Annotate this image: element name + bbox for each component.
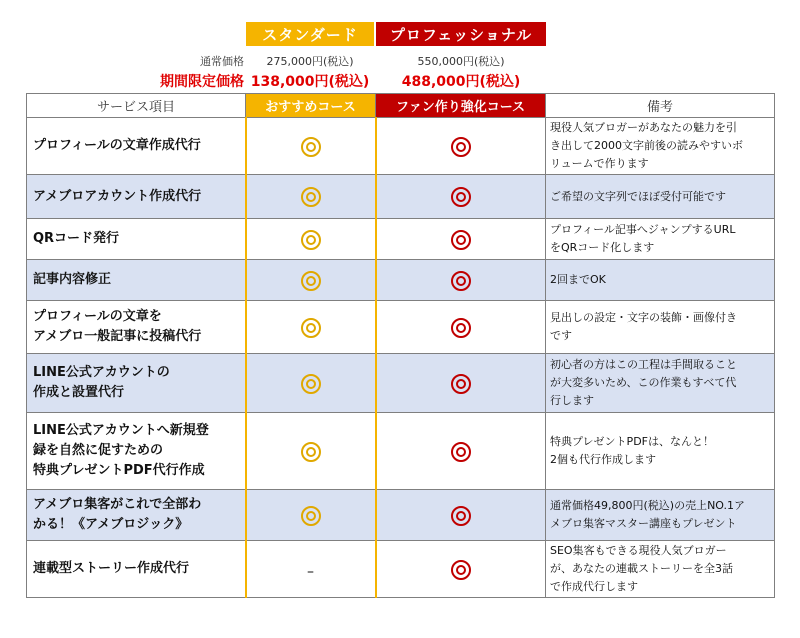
service-item-text: 記事内容修正 <box>33 272 112 287</box>
note-text: で作成代行します <box>550 580 638 593</box>
professional-mark-cell <box>376 260 546 301</box>
professional-mark-cell <box>376 490 546 541</box>
note-text: 2個も代行作成します <box>550 453 656 466</box>
double-circle-icon <box>301 442 321 462</box>
service-item-cell <box>27 301 246 354</box>
note-cell <box>546 490 775 541</box>
standard-mark-cell <box>246 541 376 598</box>
note-cell <box>546 541 775 598</box>
note-text: リュームで作ります <box>550 157 649 170</box>
table-row <box>27 118 775 175</box>
service-item-text: アメブロ一般記事に投稿代行 <box>33 329 202 344</box>
note-text: メブロ集客マスター講座もプレゼント <box>550 517 737 530</box>
note-text: 初心者の方はこの工程は手間取ること <box>550 358 737 371</box>
service-item-text: アメブロ集客がこれで全部わ <box>33 497 202 512</box>
note-cell <box>546 118 775 175</box>
table-row <box>27 260 775 301</box>
table-row <box>27 219 775 260</box>
service-item-text: プロフィールの文章作成代行 <box>33 138 201 153</box>
double-circle-icon <box>451 187 471 207</box>
note-text: 特典プレゼントPDFは、なんと！ <box>550 435 714 448</box>
note-text: です <box>550 329 572 342</box>
service-item-cell <box>27 413 246 490</box>
professional-mark-cell <box>376 354 546 413</box>
note-text: き出して2000文字前後の読みやすいボ <box>550 139 743 152</box>
professional-regular-price: 550,000円(税込) <box>417 55 505 68</box>
note-text: 通常価格49,800円(税込)の売上NO.1ア <box>550 499 746 512</box>
service-item-cell <box>27 354 246 413</box>
double-circle-icon <box>451 506 471 526</box>
standard-regular-price: 275,000円(税込) <box>266 55 354 68</box>
table-row <box>27 301 775 354</box>
standard-mark-cell <box>246 175 376 219</box>
professional-mark-cell <box>376 541 546 598</box>
service-item-text: QRコード発行 <box>33 231 120 246</box>
table-row <box>27 541 775 598</box>
professional-mark-cell <box>376 413 546 490</box>
double-circle-icon <box>301 271 321 291</box>
table-row <box>27 354 775 413</box>
double-circle-icon <box>301 230 321 250</box>
double-circle-icon <box>301 506 321 526</box>
double-circle-icon <box>451 560 471 580</box>
service-item-text: 録を自然に促すための <box>33 443 164 458</box>
not-included-dash: – <box>307 563 314 580</box>
note-text: 現役人気ブロガーがあなたの魅力を引 <box>550 121 737 134</box>
note-cell <box>546 413 775 490</box>
service-item-text: 作成と設置代行 <box>33 385 125 400</box>
service-item-cell <box>27 490 246 541</box>
service-item-cell <box>27 219 246 260</box>
professional-mark-cell <box>376 301 546 354</box>
note-text: SEO集客もできる現役人気ブロガー <box>550 544 727 557</box>
standard-mark-cell <box>246 490 376 541</box>
professional-mark-cell <box>376 219 546 260</box>
standard-mark-cell <box>246 219 376 260</box>
limited-price-label: 期間限定価格 <box>160 74 244 90</box>
note-cell <box>546 354 775 413</box>
standard-mark-cell <box>246 354 376 413</box>
note-text: をQRコード化します <box>550 241 655 254</box>
table-row <box>27 490 775 541</box>
note-text: 見出しの設定・文字の装飾・画像付き <box>550 311 737 324</box>
double-circle-icon <box>451 271 471 291</box>
service-item-text: LINE公式アカウントの <box>33 365 170 380</box>
header-note: 備考 <box>546 94 775 118</box>
double-circle-icon <box>451 374 471 394</box>
table-row <box>27 413 775 490</box>
table-row <box>27 175 775 219</box>
note-cell <box>546 219 775 260</box>
standard-mark-cell <box>246 413 376 490</box>
standard-mark-cell <box>246 301 376 354</box>
header-service-item: サービス項目 <box>27 94 246 118</box>
double-circle-icon <box>451 137 471 157</box>
regular-price-label: 通常価格 <box>200 55 244 68</box>
note-text: 2回までOK <box>550 273 606 286</box>
service-item-cell <box>27 260 246 301</box>
standard-mark-cell <box>246 118 376 175</box>
service-item-text: LINE公式アカウントへ新規登 <box>33 423 209 438</box>
service-item-cell <box>27 175 246 219</box>
table-body <box>27 118 775 598</box>
double-circle-icon <box>301 187 321 207</box>
note-text: が大変多いため、この作業もすべて代 <box>550 376 737 389</box>
standard-mark-cell <box>246 260 376 301</box>
note-text: ご希望の文字列でほぼ受付可能です <box>550 189 726 203</box>
note-text: プロフィール記事へジャンプするURL <box>550 223 736 236</box>
header-professional-course: ファン作り強化コース <box>376 94 546 118</box>
note-cell <box>546 175 775 219</box>
service-item-text: 連載型ストーリー作成代行 <box>33 561 190 576</box>
note-cell <box>546 301 775 354</box>
service-item-text: プロフィールの文章を <box>33 309 162 324</box>
standard-limited-price: 138,000円(税込) <box>250 74 370 90</box>
service-item-text: かる！《アメブロジック》 <box>33 517 189 532</box>
double-circle-icon <box>451 318 471 338</box>
professional-plan-header: プロフェッショナル <box>376 22 546 46</box>
service-item-text: アメブロアカウント作成代行 <box>33 188 202 204</box>
header-standard-course: おすすめコース <box>246 94 376 118</box>
service-item-text: 特典プレゼントPDF代行作成 <box>33 463 205 478</box>
double-circle-icon <box>451 230 471 250</box>
professional-mark-cell <box>376 175 546 219</box>
double-circle-icon <box>301 374 321 394</box>
double-circle-icon <box>451 442 471 462</box>
service-item-cell <box>27 541 246 598</box>
note-cell <box>546 260 775 301</box>
double-circle-icon <box>301 137 321 157</box>
note-text: 行します <box>550 394 594 407</box>
service-item-cell <box>27 118 246 175</box>
note-text: が、あなたの連載ストーリーを全3話 <box>550 562 733 575</box>
service-comparison-table <box>26 93 775 598</box>
table-header-row <box>27 94 775 118</box>
double-circle-icon <box>301 318 321 338</box>
professional-mark-cell <box>376 118 546 175</box>
professional-limited-price: 488,000円(税込) <box>401 74 521 90</box>
standard-plan-header: スタンダード <box>246 22 374 46</box>
